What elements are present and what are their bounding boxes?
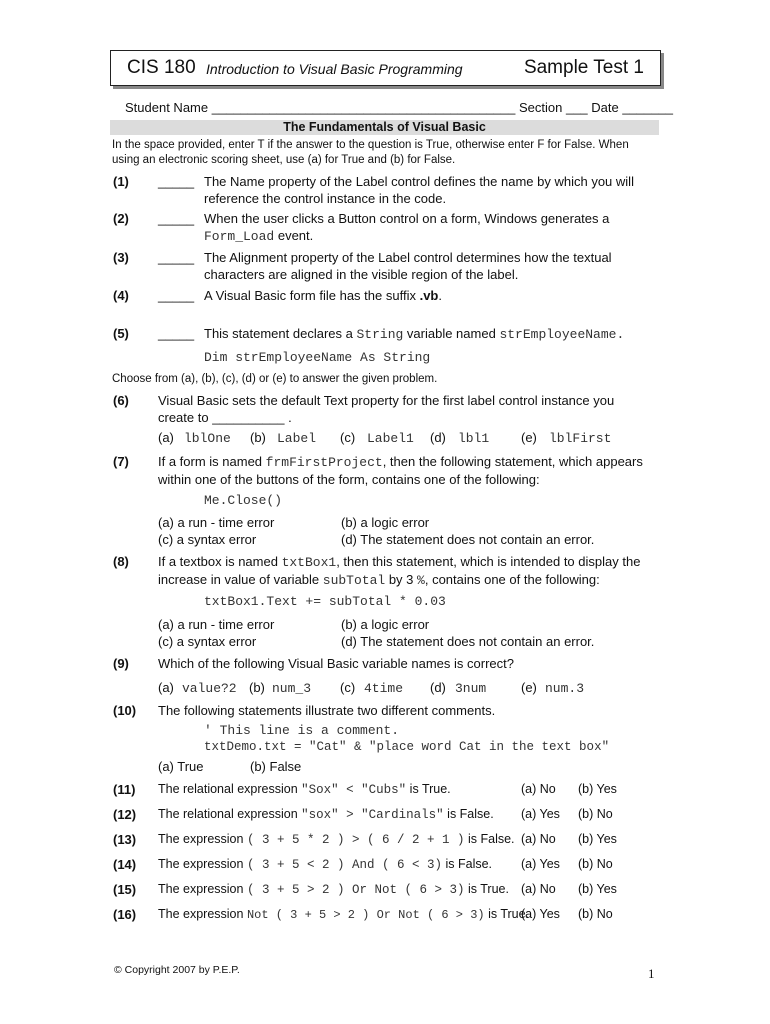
question-number: (3) — [113, 250, 129, 265]
question-number: (5) — [113, 326, 129, 341]
option: (b) Yes — [578, 832, 617, 846]
code-inline: ( 3 + 5 > 2 ) Or Not ( 6 > 3) — [246, 883, 465, 897]
section-title: The Fundamentals of Visual Basic — [283, 120, 486, 134]
question-number: (2) — [113, 211, 129, 226]
option: (a) No — [521, 832, 556, 846]
option: (a) Yes — [521, 907, 560, 921]
option: (a) Yes — [521, 857, 560, 871]
question-text-part: is True. — [409, 782, 451, 796]
question-text — [158, 454, 653, 488]
option-label: (d) — [430, 680, 446, 695]
option: (b) a logic error — [341, 617, 430, 632]
question-text-part: variable named — [406, 326, 496, 341]
code-inline: Form_Load — [204, 228, 275, 244]
question-text-part: , contains one of the following: — [424, 571, 600, 587]
question-number: (13) — [113, 832, 137, 847]
test-name: Sample Test 1 — [523, 57, 644, 78]
question-text — [158, 882, 509, 897]
option: (d) The statement does not contain an error. — [341, 532, 595, 547]
question-text-part: The relational expression — [158, 807, 298, 821]
option: (b) a logic error — [341, 515, 430, 530]
option: (b) False — [250, 759, 302, 774]
question-text — [204, 211, 644, 245]
code-inline: Not ( 3 + 5 > 2 ) Or Not ( 6 > 3) — [246, 908, 485, 922]
question-text — [204, 288, 644, 305]
question-number: (11) — [113, 782, 136, 797]
question-text-part: The expression — [158, 857, 244, 871]
course-code: CIS 180 — [127, 57, 196, 78]
question-text-part: The expression — [158, 832, 244, 846]
code-inline: ( 3 + 5 * 2 ) > ( 6 / 2 + 1 ) — [246, 833, 465, 847]
answer-blank: _____ — [158, 211, 195, 226]
question-text-part: This statement declares a — [204, 326, 353, 341]
option: (a) No — [521, 782, 556, 796]
question-text-part: is True. — [488, 907, 530, 921]
option-value: num_3 — [272, 681, 312, 696]
multiple-choice-instructions: Choose from (a), (b), (c), (d) or (e) to answer the given problem. — [112, 373, 438, 385]
question-text-part: event. — [277, 227, 314, 243]
code-inline: String — [356, 327, 404, 342]
option-value: lblFirst — [549, 431, 612, 446]
option-label: (e) — [521, 680, 537, 695]
question-text-part: is False. — [467, 832, 515, 846]
question-text-part: When the user clicks a Button control on a form, Windows generates a — [204, 211, 610, 226]
option-label: (a) — [158, 680, 174, 695]
question-text — [158, 554, 653, 589]
question-text-part: The relational expression — [158, 782, 298, 796]
code-inline: frmFirstProject — [265, 455, 383, 470]
question-text-part: If a form is named — [158, 454, 263, 469]
student-info-line: Student Name __________________________________________ Section ___ Date _______ — [125, 100, 673, 115]
question-text: Visual Basic sets the default Text property for the first label control instance you create to __________ . — [158, 393, 615, 425]
question-text — [158, 907, 529, 922]
option: (d) The statement does not contain an error. — [341, 634, 595, 649]
question-text: The Alignment property of the Label control determines how the textual characters are aligned in the visible region of the label. — [204, 250, 612, 282]
true-false-instructions: In the space provided, enter T if the answer to the question is True, otherwise enter F for False. When using an electronic scoring sheet, use (a) for True and (b) for False. — [112, 139, 629, 166]
question-text: Which of the following Visual Basic variable names is correct? — [158, 656, 514, 671]
course-title: Introduction to Visual Basic Programming — [206, 61, 463, 77]
question-number: (12) — [113, 807, 137, 822]
question-text-part: . — [438, 288, 443, 303]
option-value: value?2 — [182, 681, 237, 696]
option-label: (e) — [521, 430, 537, 445]
option: (a) Yes — [521, 807, 560, 821]
option: (c) a syntax error — [158, 634, 257, 649]
option-label: (b) — [250, 430, 266, 445]
option-label: (c) — [340, 680, 356, 695]
code-line: txtDemo.txt = "Cat" & "place word Cat in the text box" — [204, 740, 610, 754]
question-number: (8) — [113, 554, 129, 569]
page-number: 1 — [648, 966, 655, 981]
question-text-part: The expression — [158, 882, 244, 896]
question-number: (7) — [113, 454, 129, 469]
question-number: (10) — [113, 703, 137, 718]
code-line: ' This line is a comment. — [204, 723, 400, 738]
answer-blank: _____ — [158, 250, 195, 265]
question-text-part: A Visual Basic form file has the suffix — [204, 288, 416, 303]
question-number: (1) — [113, 174, 129, 189]
question-text-part: , then this statement, which is intended to display the increase in value of variable — [158, 554, 641, 587]
answer-blank: _____ — [158, 174, 195, 189]
code-inline: subTotal — [322, 572, 386, 588]
option-label: (d) — [430, 430, 446, 445]
option: (a) a run - time error — [158, 617, 275, 632]
option: (b) Yes — [578, 782, 617, 796]
option: (c) a syntax error — [158, 532, 257, 547]
option-label: (c) — [340, 430, 356, 445]
question-text-part: is False. — [447, 807, 494, 821]
option-value: lblOne — [184, 431, 231, 446]
code-inline: % — [417, 572, 425, 588]
option-value: Label1 — [367, 431, 414, 446]
option-value: num.3 — [545, 681, 585, 696]
header-box — [110, 50, 661, 86]
question-text: The Name property of the Label control defines the name by which you will reference the control instance in the code. — [204, 174, 634, 206]
question-text: The following statements illustrate two different comments. — [158, 703, 496, 718]
file-suffix: .vb — [419, 288, 439, 303]
option: (a) True — [158, 759, 204, 774]
section-band — [110, 120, 659, 135]
option-label: (b) — [249, 680, 265, 695]
code-inline: strEmployeeName. — [499, 327, 625, 342]
option: (b) No — [578, 857, 613, 871]
option-value: Label — [277, 431, 317, 446]
code-line: Me.Close() — [204, 493, 283, 508]
question-number: (9) — [113, 656, 129, 671]
option: (b) No — [578, 807, 613, 821]
answer-blank: _____ — [158, 288, 195, 303]
question-number: (4) — [113, 288, 129, 303]
question-number: (16) — [113, 907, 137, 922]
code-inline: ( 3 + 5 < 2 ) And ( 6 < 3) — [246, 858, 442, 872]
code-line: txtBox1.Text += subTotal * 0.03 — [204, 594, 446, 609]
question-text-part: , then the following statement, which appears within one of the buttons of the form, contains one of the following: — [158, 454, 643, 487]
option-value: 3num — [455, 681, 487, 696]
option: (b) Yes — [578, 882, 617, 896]
question-text-part: The expression — [158, 907, 244, 921]
option-label: (a) — [158, 430, 174, 445]
answer-blank: _____ — [158, 326, 195, 341]
question-text-part: is True. — [467, 882, 509, 896]
question-text — [158, 782, 451, 797]
question-text-part: is False. — [445, 857, 493, 871]
option: (a) a run - time error — [158, 515, 275, 530]
code-inline: "sox" > "Cardinals" — [301, 808, 444, 822]
option: (b) No — [578, 907, 613, 921]
question-text — [204, 326, 644, 344]
code-inline: "Sox" < "Cubs" — [301, 783, 407, 797]
question-number: (6) — [113, 393, 129, 408]
question-text-part: If a textbox is named — [158, 554, 278, 569]
question-text — [158, 857, 492, 872]
option-value: 4time — [364, 681, 404, 696]
option-value: lbl1 — [458, 431, 490, 446]
option: (a) No — [521, 882, 556, 896]
copyright-notice: © Copyright 2007 by P.E.P. — [114, 964, 240, 976]
question-text-part: by 3 — [388, 571, 414, 587]
question-number: (14) — [113, 857, 137, 872]
code-inline: txtBox1 — [281, 555, 337, 570]
question-text — [158, 807, 494, 822]
question-text — [158, 832, 515, 847]
code-line: Dim strEmployeeName As String — [204, 350, 431, 365]
question-number: (15) — [113, 882, 137, 897]
